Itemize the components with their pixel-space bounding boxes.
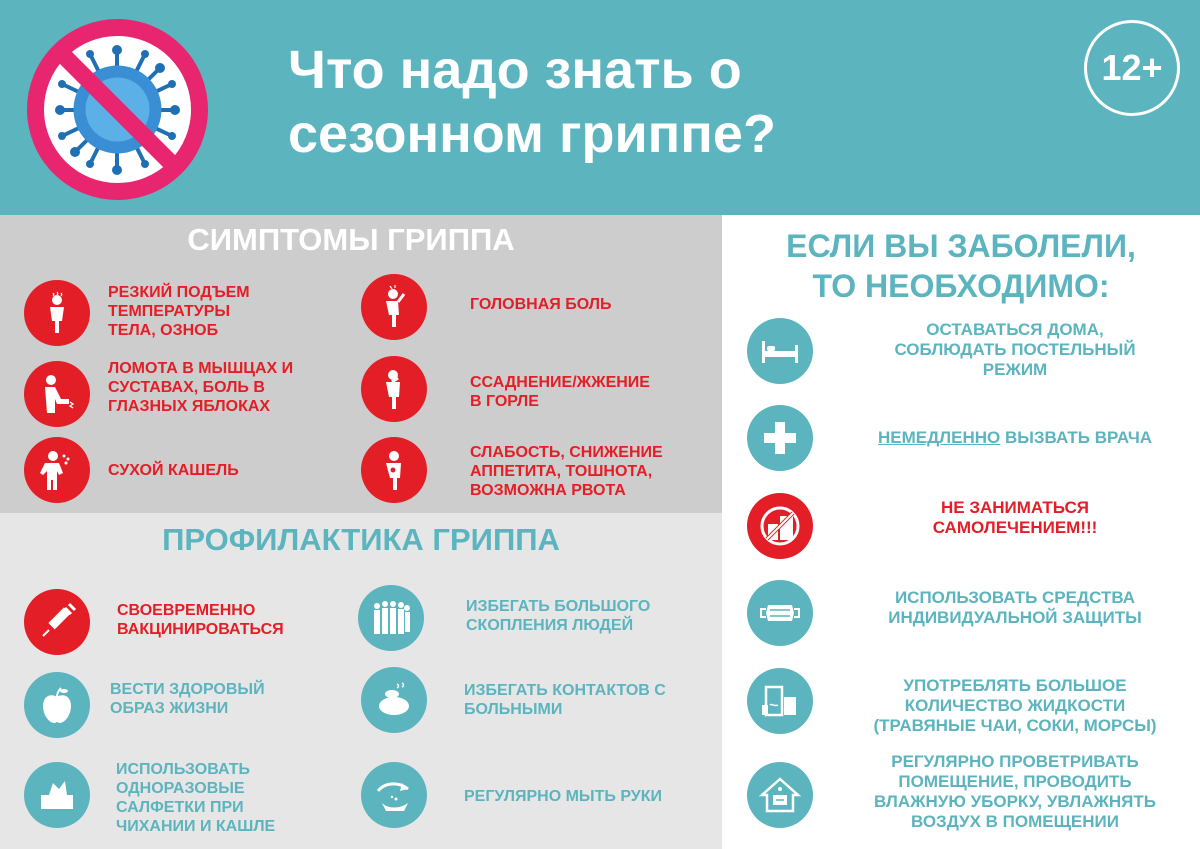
face-mask-icon [747, 580, 813, 646]
ventilate-house-icon [747, 762, 813, 828]
page-title [288, 38, 1048, 166]
prevention-vaccinate: СВОЕВРЕМЕННО ВАКЦИНИРОВАТЬСЯ [117, 602, 284, 638]
sore-throat-icon [361, 356, 427, 422]
syringe-icon [24, 589, 90, 655]
title-line-2: сезонном гриппе? [288, 104, 776, 164]
weakness-icon [361, 437, 427, 503]
joint-pain-icon [24, 361, 90, 427]
symptom-cough: СУХОЙ КАШЕЛЬ [108, 462, 239, 479]
drinks-icon [747, 668, 813, 734]
crowd-icon [358, 585, 424, 651]
prevention-wash-hands: РЕГУЛЯРНО МЫТЬ РУКИ [464, 788, 662, 805]
tissue-icon [24, 762, 90, 828]
cough-icon [24, 437, 90, 503]
bed-icon [747, 318, 813, 384]
prevention-avoid-crowds: ИЗБЕГАТЬ БОЛЬШОГО СКОПЛЕНИЯ ЛЮДЕЙ [466, 598, 651, 634]
symptom-joint-pain: ЛОМОТА В МЫШЦАХ И СУСТАВАХ, БОЛЬ В ГЛАЗНЫХ ЯБЛОКАХ [108, 360, 294, 415]
symptom-weakness: СЛАБОСТЬ, СНИЖЕНИЕ АППЕТИТА, ТОШНОТА, ВОЗМОЖНА РВОТА [470, 444, 663, 499]
prevention-tissues: ИСПОЛЬЗОВАТЬ ОДНОРАЗОВЫЕ САЛФЕТКИ ПРИ ЧИХАНИИ И КАШЛЕ [116, 761, 276, 835]
prevention-avoid-sick: ИЗБЕГАТЬ КОНТАКТОВ С БОЛЬНЫМИ [464, 682, 666, 718]
symptoms-title: СИМПТОМЫ ГРИППА [187, 222, 515, 257]
hand-wash-icon [361, 762, 427, 828]
medical-cross-icon [747, 405, 813, 471]
if-ill-ventilate: РЕГУЛЯРНО ПРОВЕТРИВАТЬ ПОМЕЩЕНИЕ, ПРОВОДИТЬ ВЛАЖНУЮ УБОРКУ, УВЛАЖНЯТЬ ВОЗДУХ В ПОМЕЩЕНИИ [874, 752, 1156, 831]
title-line-1: Что надо знать о [288, 40, 742, 100]
fever-person-icon [24, 280, 90, 346]
no-self-medication-icon [747, 493, 813, 559]
symptom-headache: ГОЛОВНАЯ БОЛЬ [470, 296, 612, 313]
if-ill-stay-home: ОСТАВАТЬСЯ ДОМА, СОБЛЮДАТЬ ПОСТЕЛЬНЫЙ РЕЖИМ [894, 320, 1136, 379]
prevention-title: ПРОФИЛАКТИКА ГРИППА [162, 522, 560, 557]
symptom-fever: РЕЗКИЙ ПОДЪЕМ ТЕМПЕРАТУРЫ ТЕЛА, ОЗНОБ [108, 284, 250, 339]
if-ill-protection: ИСПОЛЬЗОВАТЬ СРЕДСТВА ИНДИВИДУАЛЬНОЙ ЗАЩИТЫ [888, 588, 1142, 627]
if-ill-no-self-medication: НЕ ЗАНИМАТЬСЯ САМОЛЕЧЕНИЕМ!!! [932, 498, 1098, 537]
apple-icon [24, 672, 90, 738]
symptom-sore-throat: ССАДНЕНИЕ/ЖЖЕНИЕ В ГОРЛЕ [470, 374, 650, 410]
prevention-healthy-lifestyle: ВЕСТИ ЗДОРОВЫЙ ОБРАЗ ЖИЗНИ [110, 681, 265, 717]
if-ill-fluids: УПОТРЕБЛЯТЬ БОЛЬШОЕ КОЛИЧЕСТВО ЖИДКОСТИ (ТРАВЯНЫЕ ЧАИ, СОКИ, МОРСЫ) [873, 676, 1157, 735]
sick-contact-icon [361, 667, 427, 733]
no-virus-icon [20, 12, 215, 207]
if-ill-call-doctor: НЕМЕДЛЕННО ВЫЗВАТЬ ВРАЧА [877, 428, 1153, 447]
headache-icon [361, 274, 427, 340]
if-ill-title: ЕСЛИ ВЫ ЗАБОЛЕЛИ, ТО НЕОБХОДИМО: [786, 228, 1136, 304]
age-rating-badge: 12+ [1084, 20, 1180, 116]
